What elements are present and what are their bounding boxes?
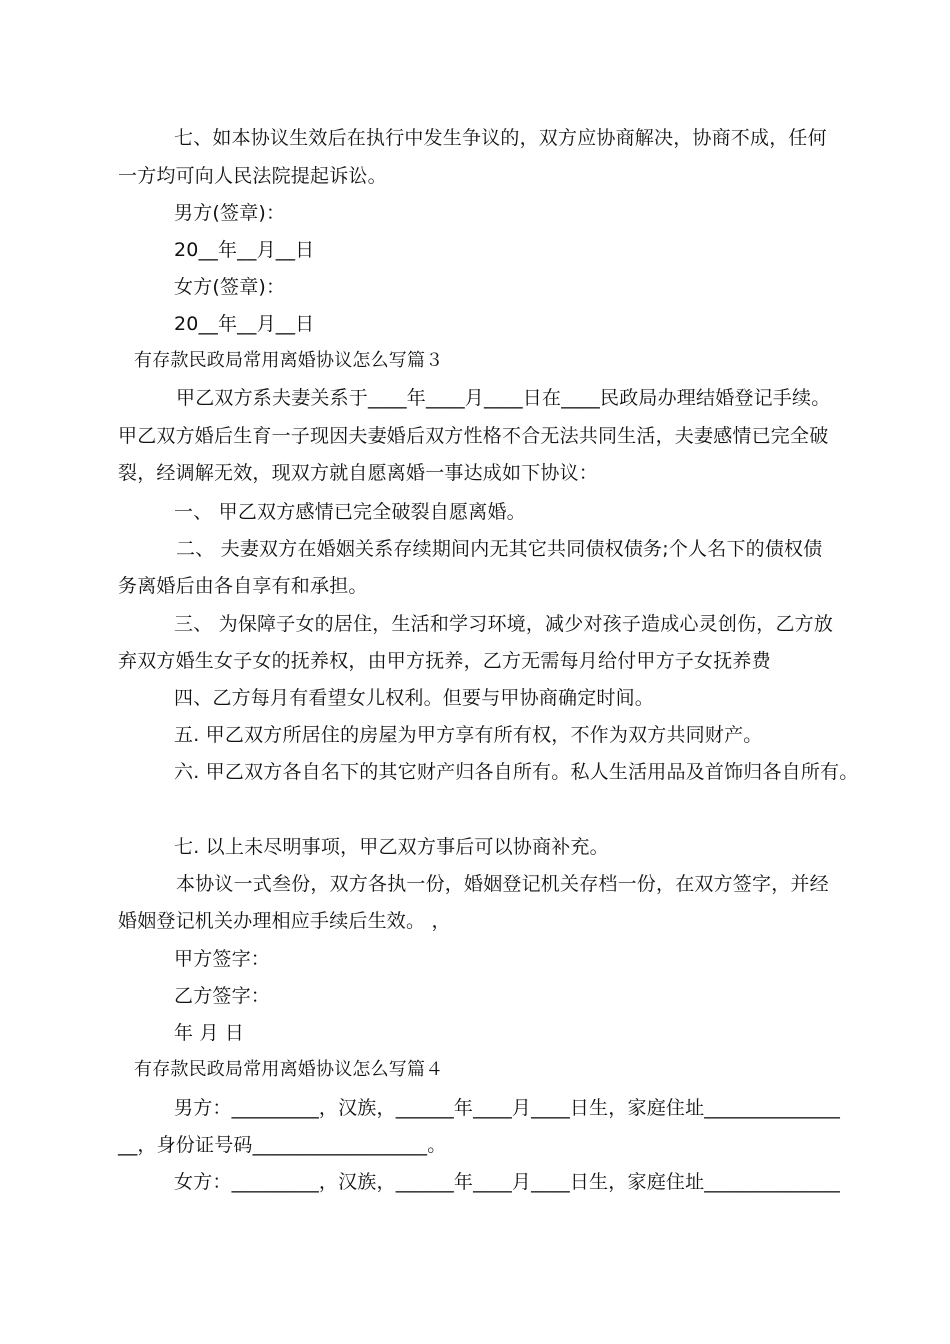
date-line: 20__年__月__日 <box>174 239 315 261</box>
clause-line: 三、 为保障子女的居住，生活和学习环境，减少对孩子造成心灵创伤，乙方放 <box>174 613 834 635</box>
form-line: 女方：_________，汉族，______年____月____日生，家庭住址______________ <box>174 1171 841 1193</box>
signature-label: 女方(签章)： <box>174 276 286 298</box>
paragraph-line: 甲乙双方婚后生育一子现因夫妻婚后双方性格不合无法共同生活，夫妻感情已完全破 <box>118 425 829 447</box>
date-line: 年 月 日 <box>174 1022 245 1044</box>
clause-line: 务离婚后由各自享有和承担。 <box>118 575 368 597</box>
signature-label: 甲方签字： <box>174 948 271 970</box>
signature-label: 男方(签章)： <box>174 202 286 224</box>
form-line: __，身份证号码__________________。 <box>118 1134 447 1156</box>
section-heading: 有存款民政局常用离婚协议怎么写篇４ <box>134 1059 444 1080</box>
clause-line: 七. 以上未尽明事项，甲乙双方事后可以协商补充。 <box>174 836 609 858</box>
paragraph-line: 七、如本协议生效后在执行中发生争议的，双方应协商解决，协商不成，任何 <box>174 127 827 149</box>
date-line: 20__年__月__日 <box>174 313 315 335</box>
signature-label: 乙方签字： <box>174 985 271 1007</box>
paragraph-line: 一方均可向人民法院提起诉讼。 <box>118 165 387 187</box>
clause-line: 四、乙方每月有看望女儿权利。但要与甲协商确定时间。 <box>174 687 655 709</box>
clause-line: 二、 夫妻双方在婚姻关系存续期间内无其它共同债权债务;个人名下的债权债 <box>176 538 823 560</box>
form-line: 男方：_________，汉族，______年____月____日生，家庭住址______________ <box>174 1097 841 1119</box>
clause-line: 一、 甲乙双方感情已完全破裂自愿离婚。 <box>174 501 526 523</box>
section-heading: 有存款民政局常用离婚协议怎么写篇３ <box>134 350 444 371</box>
clause-line: 五. 甲乙双方所居住的房屋为甲方享有所有权，不作为双方共同财产。 <box>174 724 763 746</box>
paragraph-line: 婚姻登记机关办理相应手续后生效。 ， <box>118 910 451 932</box>
clause-line: 弃双方婚生女子女的抚养权，由甲方抚养，乙方无需每月给付甲方子女抚养费 <box>118 650 771 672</box>
paragraph-line: 甲乙双方系夫妻关系于____年____月____日在____民政局办理结婚登记手续。 <box>176 387 831 409</box>
paragraph-line: 裂，经调解无效，现双方就自愿离婚一事达成如下协议： <box>118 462 599 484</box>
clause-line: 六. 甲乙双方各自名下的其它财产归各自所有。私人生活用品及首饰归各自所有。 <box>174 761 859 783</box>
paragraph-line: 本协议一式叁份，双方各执一份，婚姻登记机关存档一份，在双方签字，并经 <box>176 873 829 895</box>
